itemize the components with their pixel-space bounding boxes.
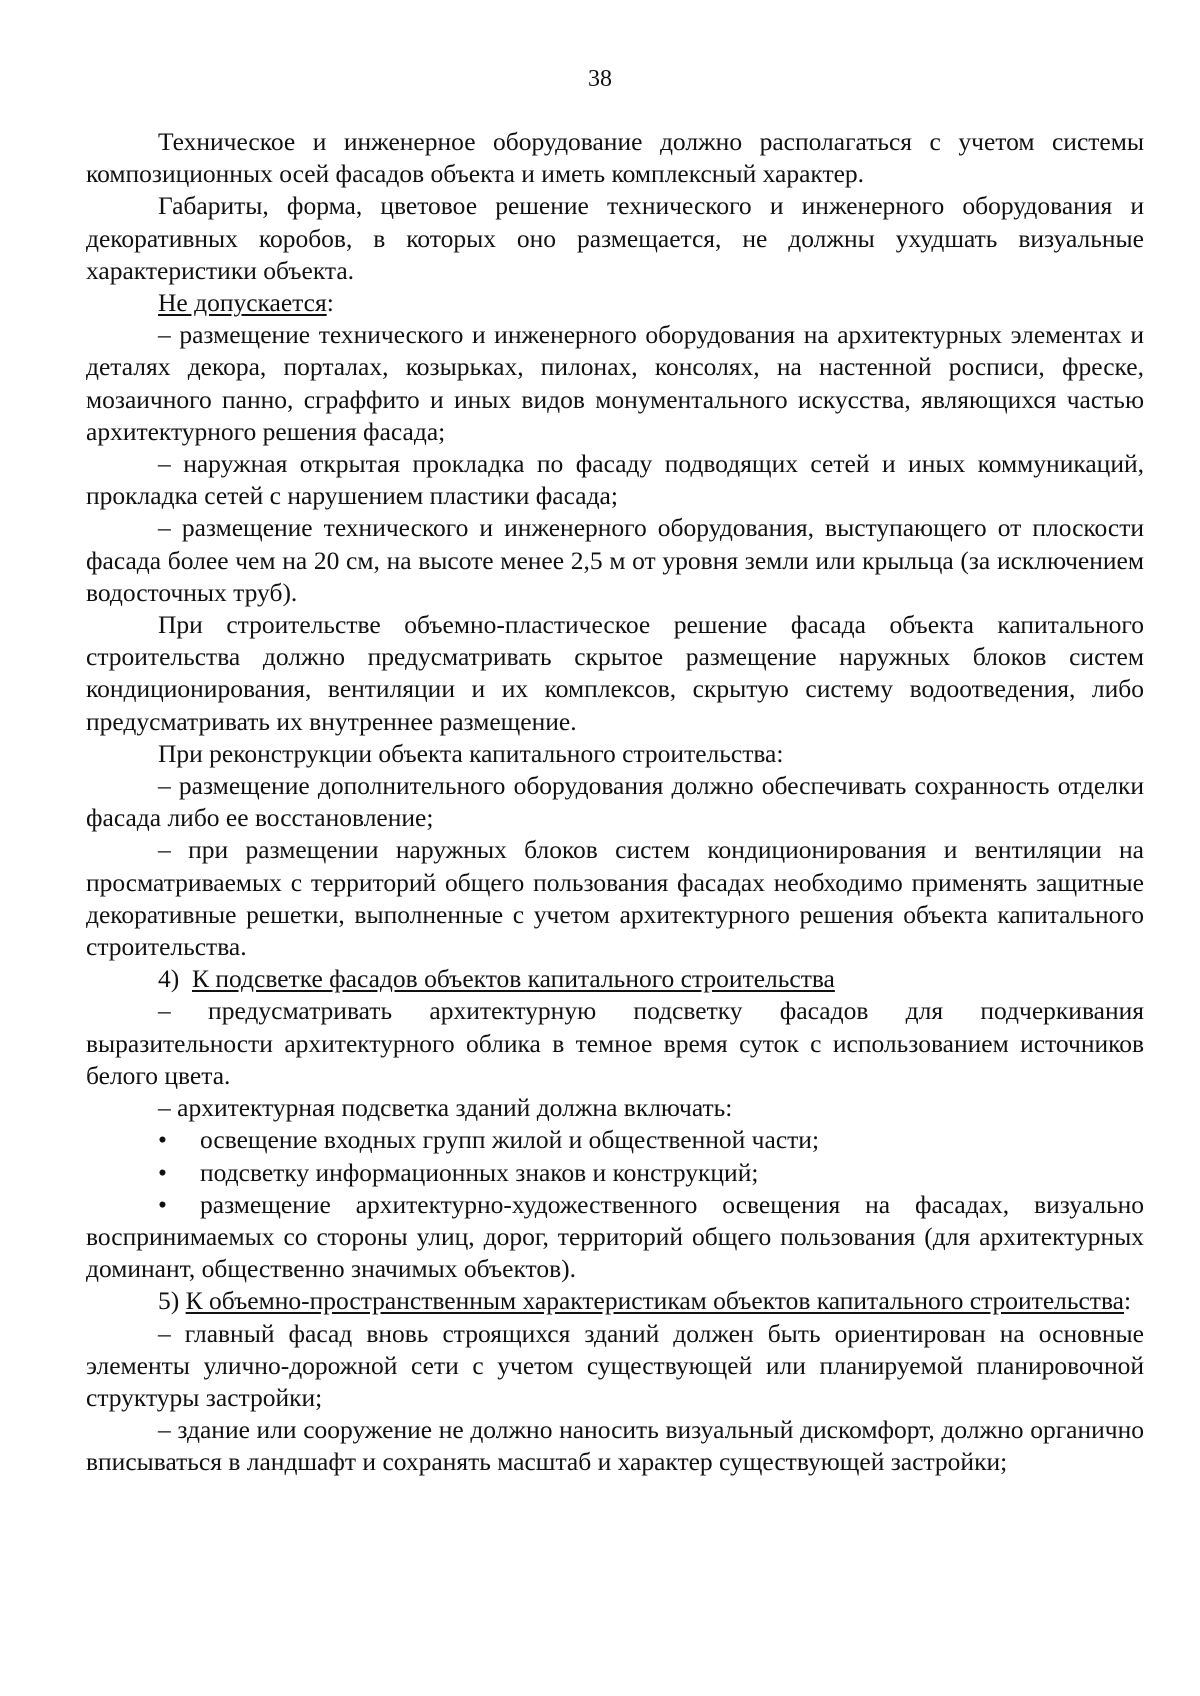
bullet-item: [86, 1124, 1144, 1156]
paragraph: Габариты, форма, цветовое решение технического и инженерного оборудования и декоративных коробов, в которых оно размещается, не должны ухудшать визуальные характеристики объекта.: [86, 191, 1144, 285]
bullet-icon: •: [158, 1157, 167, 1187]
paragraph: При строительстве объемно-пластическое решение фасада объекта капитального строительства должно предусматривать скрытое размещение наружных блоков систем кондиционирования, вентиляции и их комплексов, скрытую систему водоотведения, либо предусматривать их внутреннее размещение.: [86, 610, 1144, 736]
paragraph: – здание или сооружение не должно наносить визуальный дискомфорт, должно органично вписываться в ландшафт и сохранять масштаб и характер существующей застройки;: [86, 1415, 1144, 1477]
bullet-item: [86, 1189, 1144, 1286]
paragraph: При реконструкции объекта капитального строительства:: [158, 738, 784, 768]
colon: :: [326, 288, 334, 318]
not-allowed-heading: [86, 287, 1144, 319]
section-5-number: 5): [158, 1286, 180, 1316]
paragraph: – размещение технического и инженерного оборудования, выступающего от плоскости фасада более чем на 20 см, на высоте менее 2,5 м от уровня земли или крыльца (за исключением водосточных труб).: [86, 513, 1144, 607]
paragraph: Техническое и инженерное оборудование должно располагаться с учетом системы композиционных осей фасадов объекта и иметь комплексный характер.: [86, 127, 1144, 189]
bullet-icon: •: [158, 1189, 167, 1219]
section-4-title: К подсветке фасадов объектов капитального строительства: [192, 964, 835, 994]
paragraph: – наружная открытая прокладка по фасаду подводящих сетей и иных коммуникаций, прокладка сетей с нарушением пластики фасада;: [86, 449, 1144, 511]
paragraph: – архитектурная подсветка зданий должна включать:: [158, 1093, 733, 1123]
page-number: 38: [588, 66, 612, 92]
section-4-heading: [86, 963, 1144, 995]
bullet-item: [86, 1157, 1144, 1189]
paragraph: – размещение технического и инженерного оборудования на архитектурных элементах и деталях декора, порталах, козырьках, пилонах, консолях, на настенной росписи, фреске, мозаичного панно, сграффито и иных видов монументального искусства, являющихся частью архитектурного решения фасада;: [86, 320, 1144, 446]
not-allowed-label: Не допускается: [158, 288, 327, 318]
paragraph: – предусматривать архитектурную подсветку фасадов для подчеркивания выразительности архитектурного облика в темное время суток с использованием источников белого цвета.: [86, 996, 1144, 1090]
bullet-text: освещение входных групп жилой и общественной части;: [200, 1125, 820, 1155]
document-body: [86, 126, 1144, 1479]
bullet-text: подсветку информационных знаков и конструкций;: [200, 1157, 759, 1187]
section-5-heading: [86, 1285, 1144, 1317]
paragraph: – размещение дополнительного оборудования должно обеспечивать сохранность отделки фасада либо ее восстановление;: [86, 771, 1144, 833]
section-4-number: 4): [158, 964, 180, 994]
bullet-text: размещение архитектурно-художественного освещения на фасадах, визуально воспринимаемых со стороны улиц, дорог, территорий общего пользования (для архитектурных доминант, общественно значимых объектов).: [86, 1189, 1144, 1284]
paragraph: – при размещении наружных блоков систем кондиционирования и вентиляции на просматриваемых с территорий общего пользования фасадах необходимо применять защитные декоративные решетки, выполненные с учетом архитектурного решения объекта капитального строительства.: [86, 835, 1144, 962]
bullet-icon: •: [158, 1125, 167, 1155]
section-5-title: К объемно-пространственным характеристикам объектов капитального строительства: [185, 1286, 1124, 1316]
section-5-suffix: :: [1123, 1286, 1132, 1316]
paragraph: – главный фасад вновь строящихся зданий должен быть ориентирован на основные элементы улично-дорожной сети с учетом существующей или планируемой планировочной структуры застройки;: [86, 1318, 1144, 1412]
